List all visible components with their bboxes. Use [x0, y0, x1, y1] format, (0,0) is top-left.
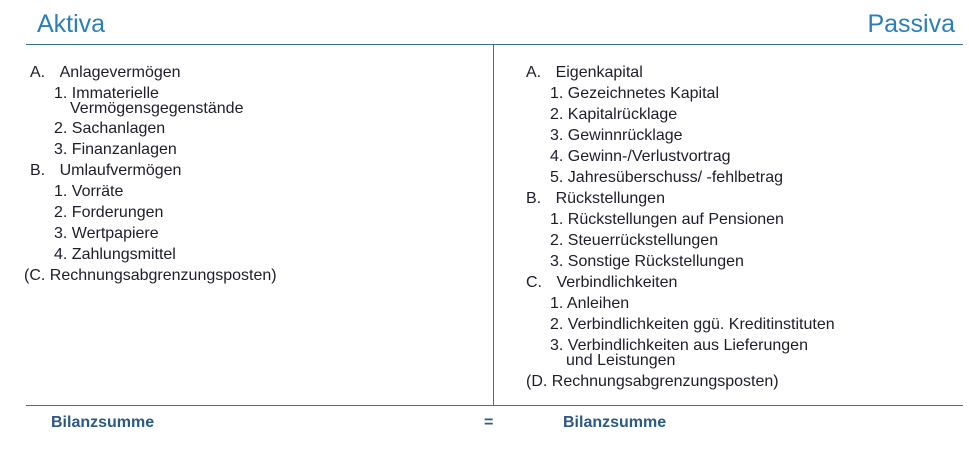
passiva-item-anleihen: 1. Anleihen [550, 295, 630, 312]
passiva-item-gewinn-verlustvortrag: 4. Gewinn-/Verlustvortrag [550, 148, 731, 165]
passiva-item-sonstige-rueckstellungen: 3. Sonstige Rückstellungen [550, 253, 744, 270]
aktiva-item-forderungen: 2. Forderungen [54, 204, 164, 221]
passiva-section-a [526, 62, 956, 83]
aktiva-bilanzsumme: Bilanzsumme [51, 414, 155, 431]
section-label: B. [30, 162, 46, 179]
equals-sign: = [484, 414, 494, 431]
section-title: Verbindlichkeiten [556, 274, 678, 291]
section-title: Umlaufvermögen [59, 162, 182, 179]
passiva-item-kreditinstitute: 2. Verbindlichkeiten ggü. Kreditinstituten [550, 316, 835, 333]
aktiva-item-finanzanlagen: 3. Finanzanlagen [54, 141, 177, 158]
header-divider [26, 44, 963, 45]
passiva-item-kapitalruecklage: 2. Kapitalrücklage [550, 106, 678, 123]
aktiva-section-b [24, 160, 474, 181]
section-label: A. [526, 64, 542, 81]
passiva-column [526, 62, 956, 392]
aktiva-item-immaterielle-cont: Vermögensgegenstände [70, 100, 244, 117]
aktiva-item-vorraete: 1. Vorräte [54, 183, 124, 200]
section-title: Rückstellungen [555, 190, 665, 207]
section-label: C. [526, 274, 542, 291]
passiva-bilanzsumme: Bilanzsumme [563, 414, 667, 431]
aktiva-item-wertpapiere: 3. Wertpapiere [54, 225, 159, 242]
aktiva-section-a [24, 62, 474, 83]
passiva-section-d: (D. Rechnungsabgrenzungsposten) [526, 373, 779, 390]
footer-divider [26, 405, 963, 406]
section-label: B. [526, 190, 542, 207]
section-label: A. [30, 64, 46, 81]
aktiva-section-c: (C. Rechnungsabgrenzungsposten) [24, 267, 277, 284]
passiva-item-gewinnruecklage: 3. Gewinnrücklage [550, 127, 683, 144]
passiva-section-b [526, 188, 956, 209]
passiva-section-c [526, 272, 956, 293]
aktiva-item-zahlungsmittel: 4. Zahlungsmittel [54, 246, 176, 263]
passiva-item-lieferungen: 3. Verbindlichkeiten aus Lieferungen [550, 337, 808, 354]
section-title: Eigenkapital [555, 64, 643, 81]
passiva-item-pensionen: 1. Rückstellungen auf Pensionen [550, 211, 784, 228]
passiva-item-gezeichnetes-kapital: 1. Gezeichnetes Kapital [550, 85, 719, 102]
aktiva-item-immaterielle: 1. Immaterielle [54, 85, 159, 102]
center-divider [493, 44, 494, 406]
aktiva-title: Aktiva [37, 10, 106, 38]
passiva-item-steuerrueckstellungen: 2. Steuerrückstellungen [550, 232, 719, 249]
aktiva-item-sachanlagen: 2. Sachanlagen [54, 120, 166, 137]
passiva-item-jahresueberschuss: 5. Jahresüberschuss/ -fehlbetrag [550, 169, 784, 186]
section-title: Anlagevermögen [59, 64, 181, 81]
aktiva-column [24, 62, 474, 286]
passiva-item-lieferungen-cont: und Leistungen [566, 352, 676, 369]
passiva-title: Passiva [867, 10, 955, 38]
